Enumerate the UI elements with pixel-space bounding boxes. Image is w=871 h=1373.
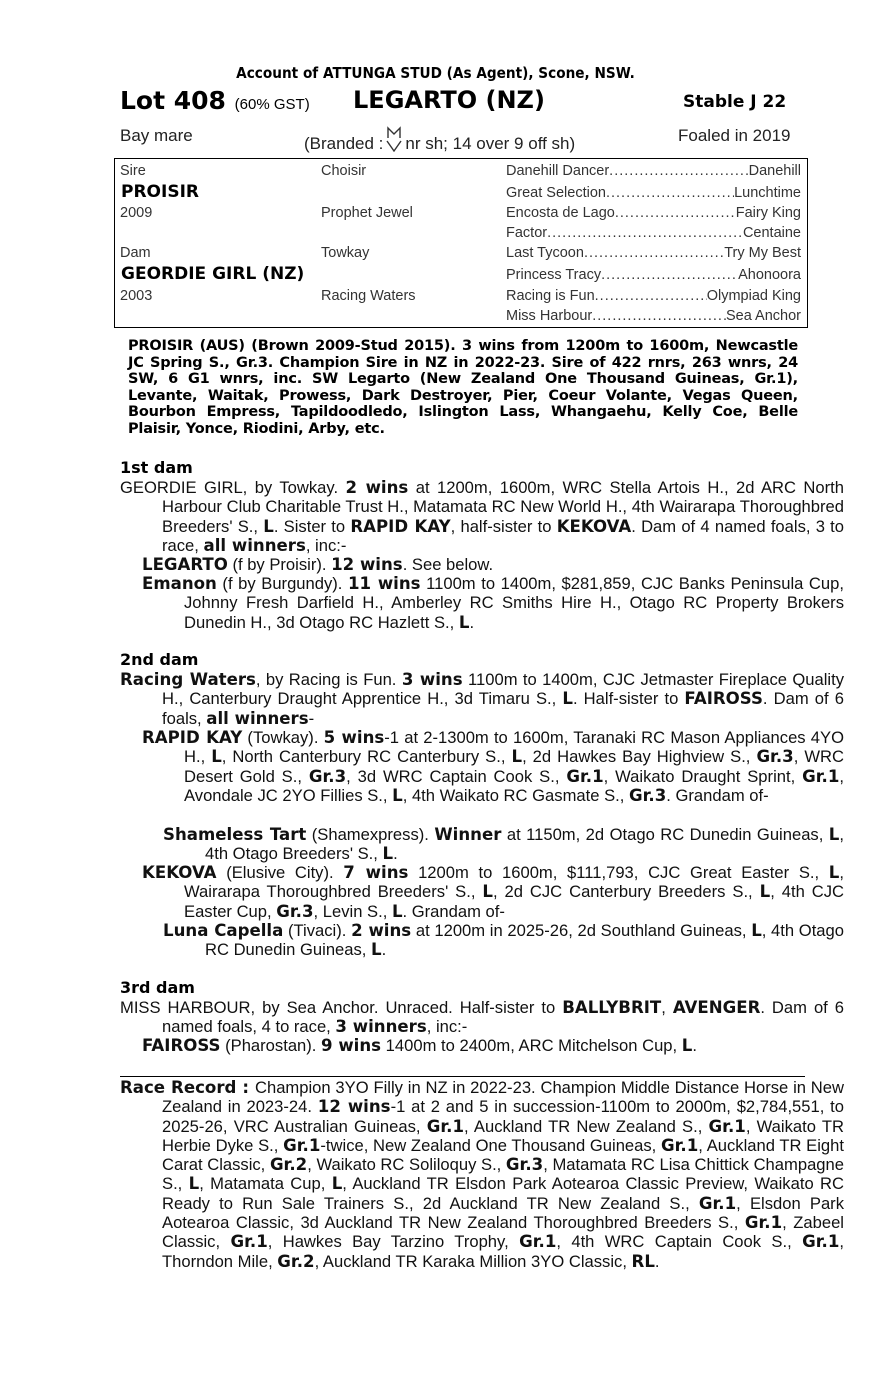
brand-mark-icon	[384, 126, 404, 152]
pedigree-third-gen-2: Great Selection ..... Lunchtime	[506, 185, 801, 201]
pedigree-third-gen-4: Factor ..... Centaine	[506, 225, 801, 241]
stable-location: Stable J 22	[683, 92, 787, 112]
horse-name: LEGARTO (NZ)	[353, 86, 545, 114]
pedigree-third-gen-1: Danehill Dancer ..... Danehill	[506, 163, 801, 179]
dam-sire: Towkay	[321, 245, 370, 261]
dam-name: GEORDIE GIRL (NZ)	[121, 264, 305, 284]
lot-label: Lot 408	[120, 86, 226, 115]
progeny-legarto: LEGARTO (f by Proisir). 12 wins. See below.	[142, 555, 494, 574]
pedigree-third-gen-8: Miss Harbour ..... Sea Anchor	[506, 308, 801, 324]
dam-dam: Racing Waters	[321, 288, 416, 304]
sire-name: PROISIR	[121, 182, 199, 202]
brand-description	[304, 126, 575, 154]
race-record-divider	[120, 1076, 805, 1077]
second-dam-heading: 2nd dam	[120, 650, 199, 669]
pedigree-table	[114, 158, 808, 328]
third-dam-paragraph: MISS HARBOUR, by Sea Anchor. Unraced. Half-sister to BALLYBRIT, AVENGER. Dam of 6 named foals, 4 to race, 3 winners, inc:-	[120, 998, 844, 1037]
sire-label: Sire	[120, 163, 146, 179]
second-dam-paragraph: Racing Waters, by Racing is Fun. 3 wins 1100m to 1400m, CJC Jetmaster Fireplace Quality H., Canterbury Draught Apprentice H., 3d Timaru S., L. Half-sister to FAIROSS. Dam of 6 foals, all winners-	[120, 670, 845, 728]
brand-prefix: (Branded :	[304, 134, 384, 153]
foaled-year: Foaled in 2019	[678, 126, 791, 145]
pedigree-third-gen-3: Encosta de Lago ..... Fairy King	[506, 205, 801, 221]
pedigree-third-gen-5: Last Tycoon ..... Try My Best	[506, 245, 801, 261]
lot-number	[120, 86, 310, 115]
gst-note: (60% GST)	[234, 96, 310, 113]
sire-dam: Prophet Jewel	[321, 205, 413, 221]
sire-sire: Choisir	[321, 163, 367, 179]
sire-summary: PROISIR (AUS) (Brown 2009-Stud 2015). 3 wins from 1200m to 1600m, Newcastle JC Spring S., Gr.3. Champion Sire in NZ in 2022-23. Sire of 422 rnrs, 263 wnrs, 24 SW, 6 G1 wnrs, inc. SW Legarto (New Zealand One Thousand Guineas, Gr.1), Levante, Waitak, Prowess, Dark Destroyer, Pier, Coeur Volante, Vegas Queen, Bourbon Empress, Tapildoodledo, Islington Lass, Whangaehu, Kelly Coe, Belle Plaisir, Yonce, Riodini, Arby, etc.	[128, 338, 798, 437]
pedigree-third-gen-6: Princess Tracy ..... Ahonoora	[506, 267, 801, 283]
brand-suffix: nr sh; 14 over 9 off sh)	[405, 134, 576, 153]
dam-year: 2003	[120, 288, 153, 304]
race-record: Race Record : Champion 3YO Filly in NZ in 2022-23. Champion Middle Distance Horse in New Zealand in 2023-24. 12 wins-1 at 2 and 5 in succession-1100m to 2000m, $2,784,551, to 2025-26, VRC Australian Guineas, Gr.1, Auckland TR New Zealand S., Gr.1, Waikato TR Herbie Dyke S., Gr.1-twice, New Zealand One Thousand Guineas, Gr.1, Auckland TR Eight Carat Classic, Gr.2, Waikato RC Soliloquy S., Gr.3, Matamata RC Lisa Chittick Champagne S., L, Matamata Cup, L, Auckland TR Elsdon Park Aotearoa Classic Preview, Waikato RC Ready to Run Sale Trainers S., 2d Auckland TR New Zealand S., Gr.1, Elsdon Park Aotearoa Classic, 3d Auckland TR New Zealand Thoroughbred Breeders S., Gr.1, Zabeel Classic, Gr.1, Hawkes Bay Tarzino Trophy, Gr.1, 4th WRC Captain Cook S., Gr.1, Thorndon Mile, Gr.2, Auckland TR Karaka Million 3YO Classic, RL.	[120, 1078, 845, 1271]
progeny-faiross: FAIROSS (Pharostan). 9 wins 1400m to 2400m, ARC Mitchelson Cup, L.	[142, 1036, 697, 1055]
dam-label: Dam	[120, 245, 151, 261]
first-dam-heading: 1st dam	[120, 458, 193, 477]
horse-sex-colour: Bay mare	[120, 126, 193, 145]
progeny-emanon: Emanon (f by Burgundy). 11 wins 1100m to 1400m, $281,859, CJC Banks Peninsula Cup, Johnny Fresh Darfield H., Amberley RC Smiths Hire H., Otago RC Property Brokers Dunedin H., 3d Otago RC Hazlett S., L.	[142, 574, 844, 632]
consignor-line: Account of ATTUNGA STUD (As Agent), Scone, NSW.	[236, 64, 635, 82]
first-dam-paragraph: GEORDIE GIRL, by Towkay. 2 wins at 1200m, 1600m, WRC Stella Artois H., 2d ARC North Harbour Club Charitable Trust H., Matamata RC New World H., 4th Wairarapa Thoroughbred Breeders' S., L. Sister to RAPID KAY, half-sister to KEKOVA. Dam of 4 named foals, 3 to race, all winners, inc:-	[120, 478, 844, 555]
third-dam-heading: 3rd dam	[120, 978, 195, 997]
progeny-rapid-kay: RAPID KAY (Towkay). 5 wins-1 at 2-1300m to 1600m, Taranaki RC Mason Appliances 4YO H., L, North Canterbury RC Canterbury S., L, 2d Hawkes Bay Highview S., Gr.3, WRC Desert Gold S., Gr.3, 3d WRC Captain Cook S., Gr.1, Waikato Draught Sprint, Gr.1, Avondale JC 2YO Fillies S., L, 4th Waikato RC Gasmate S., Gr.3. Grandam of-	[142, 728, 844, 805]
progeny-kekova: KEKOVA (Elusive City). 7 wins 1200m to 1600m, $111,793, CJC Great Easter S., L, Wairarapa Thoroughbred Breeders' S., L, 2d CJC Canterbury Breeders S., L, 4th CJC Easter Cup, Gr.3, Levin S., L. Grandam of-	[142, 863, 844, 921]
sire-year: 2009	[120, 205, 153, 221]
progeny-luna-capella: Luna Capella (Tivaci). 2 wins at 1200m in 2025-26, 2d Southland Guineas, L, 4th Otago RC Dunedin Guineas, L.	[163, 921, 844, 960]
progeny-shameless-tart: Shameless Tart (Shamexpress). Winner at 1150m, 2d Otago RC Dunedin Guineas, L, 4th Otago Breeders' S., L.	[163, 825, 844, 864]
pedigree-third-gen-7: Racing is Fun ..... Olympiad King	[506, 288, 801, 304]
